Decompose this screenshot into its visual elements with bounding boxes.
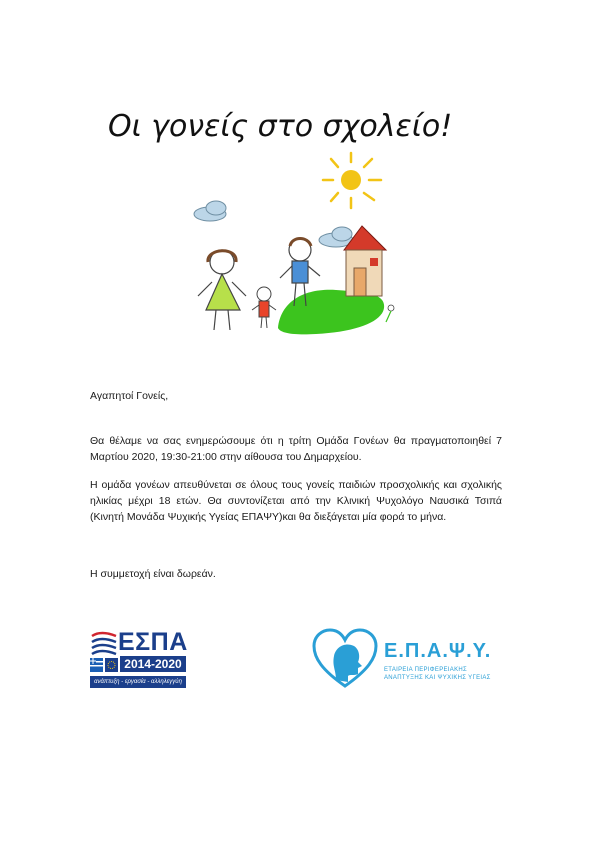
family-drawing-illustration: [186, 150, 408, 340]
letter-greeting: Αγαπητοί Γονείς,: [90, 390, 169, 402]
cloud-icon: [194, 201, 226, 221]
espa-years-label: 2014-2020: [120, 656, 186, 672]
sun-icon: [323, 153, 381, 208]
letter-paragraph: Η ομάδα γονέων απευθύνεται σε όλους τους γονείς παιδιών προσχολικής και σχολικής ηλικίας μέχρι 18 ετών. Θα συντονίζεται από την Κλινική Ψυχολόγο Ναυσικά Τσιπά (Κινητή Μονάδα Ψυχικής Υγείας ΕΠΑΨΥ)και θα διεξάγεται μία φορά το μήνα.: [90, 479, 502, 523]
espa-wordmark: ΕΣΠΑ: [118, 628, 188, 656]
epapsy-subtitle: ΕΤΑΙΡΕΙΑ ΠΕΡΙΦΕΡΕΙΑΚΗΣ: [384, 667, 468, 673]
epapsy-subtitle: ΑΝΑΠΤΥΞΗΣ ΚΑΙ ΨΥΧΙΚΗΣ ΥΓΕΙΑΣ: [384, 675, 491, 681]
letter-paragraph: Θα θέλαμε να σας ενημερώσουμε ότι η τρίτη Ομάδα Γονέων θα πραγματοποιηθεί 7 Μαρτίου 2020, 19:30-21:00 στην αίθουσα του Δημαρχείου.: [90, 435, 502, 463]
child-figure: [252, 287, 276, 328]
mother-figure: [198, 250, 246, 330]
espa-tagline: ανάπτυξη - εργασία - αλληλεγγύη: [90, 676, 186, 688]
espa-waves-icon: [90, 630, 118, 656]
greece-eu-flags-icon: [90, 658, 118, 672]
heart-head-icon: [312, 628, 378, 690]
page-title-text: Οι γονείς στο σχολείο!: [108, 109, 453, 144]
flower-icon: [386, 305, 394, 322]
espa-logo: [90, 628, 190, 692]
page-title: [108, 100, 468, 150]
letter-paragraph: Η συμμετοχή είναι δωρεάν.: [90, 568, 216, 580]
epapsy-logo: [312, 628, 512, 690]
epapsy-wordmark: Ε.Π.Α.Ψ.Υ.: [384, 640, 492, 662]
